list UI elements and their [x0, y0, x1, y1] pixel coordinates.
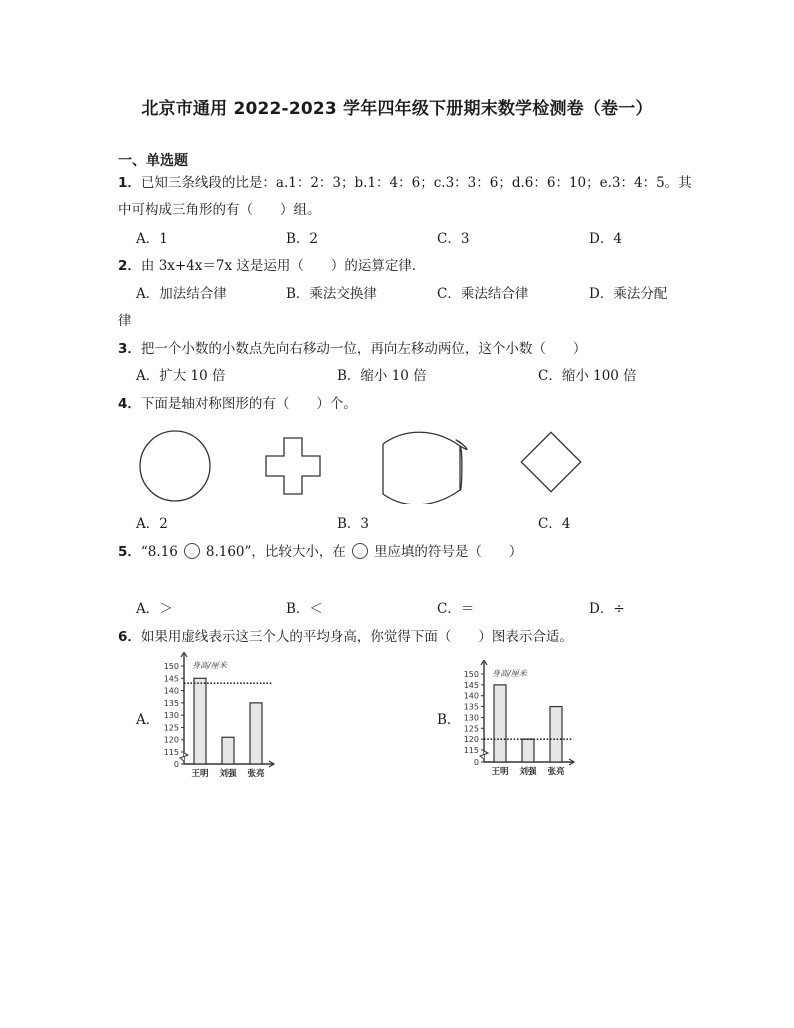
y-tick-label: 125 [163, 723, 179, 733]
bar [194, 678, 206, 764]
y-tick-label: 130 [163, 711, 179, 721]
question-number: 2． [118, 258, 141, 274]
y-tick-label: 150 [163, 662, 179, 671]
bar-chart-option-a[interactable] [148, 652, 278, 780]
axis-break-icon [180, 753, 188, 761]
option-a[interactable]: A．2 [136, 516, 168, 532]
page-title: 北京市通用 2022-2023 学年四年级下册期末数学检测卷（卷一） [141, 99, 653, 119]
option-c[interactable]: C．＝ [437, 601, 475, 617]
x-tick-label: 张亮 [247, 769, 265, 779]
blank-circle-icon [184, 543, 200, 559]
wave-flag-shape [383, 432, 467, 504]
x-tick-label: 刘强 [519, 767, 537, 777]
y-tick-label: 130 [463, 713, 479, 723]
question-6 [118, 625, 573, 645]
x-tick-label: 王明 [191, 769, 209, 779]
question-number: 1． [118, 175, 141, 191]
circle-shape [140, 431, 210, 501]
option-d[interactable]: D．乘法分配 [589, 286, 668, 302]
option-b[interactable]: B．＜ [286, 601, 323, 617]
bar [222, 737, 234, 764]
question-5 [118, 540, 522, 560]
question-text-part-2: 8.160”，比较大小，在 [205, 544, 346, 560]
option-a[interactable]: A．加法结合律 [136, 286, 227, 302]
y-tick-label: 140 [163, 686, 179, 696]
question-4 [118, 392, 357, 412]
question-1-line-2: 中可构成三角形的有（ ）组。 [118, 202, 321, 218]
option-d-wrap: 律 [118, 313, 132, 329]
bar [494, 685, 506, 762]
y-axis-label: 身高/厘米 [492, 669, 527, 678]
question-3 [118, 337, 586, 357]
question-2 [118, 254, 425, 274]
option-a[interactable]: A．＞ [136, 601, 173, 617]
question-number: 5． [118, 544, 141, 560]
option-a[interactable]: A． [136, 712, 160, 728]
x-tick-label: 张亮 [547, 767, 565, 777]
question-number: 4． [118, 396, 141, 412]
question-1 [118, 171, 692, 191]
bar [550, 707, 562, 762]
y-axis-label: 身高/厘米 [192, 661, 227, 670]
question-number: 3． [118, 341, 141, 357]
option-b[interactable]: B．乘法交换律 [286, 286, 377, 302]
option-b[interactable]: B． [437, 712, 461, 728]
option-a[interactable]: A．1 [136, 231, 168, 247]
question-text: 由 3x+4x＝7x 这是运用（ ）的运算定律． [140, 258, 426, 274]
cross-shape [266, 438, 320, 494]
option-d[interactable]: D．÷ [589, 601, 625, 617]
diamond-shape [521, 432, 580, 491]
bar [250, 703, 262, 764]
y-tick-label: 120 [163, 735, 179, 745]
y-tick-label: 0 [473, 758, 479, 767]
y-tick-label: 135 [163, 698, 179, 708]
option-b[interactable]: B．缩小 10 倍 [337, 368, 427, 384]
y-tick-label: 115 [163, 748, 179, 757]
x-tick-label: 王明 [491, 767, 509, 777]
section-heading: 一、单选题 [118, 153, 188, 169]
option-c[interactable]: C．4 [538, 516, 571, 532]
y-tick-label: 0 [173, 760, 179, 769]
y-tick-label: 140 [463, 691, 479, 701]
y-tick-label: 145 [463, 680, 479, 690]
option-b[interactable]: B．3 [337, 516, 370, 532]
y-tick-label: 150 [463, 670, 479, 679]
y-tick-label: 135 [463, 702, 479, 712]
x-tick-label: 刘强 [219, 769, 237, 779]
y-tick-label: 145 [163, 674, 179, 684]
option-a[interactable]: A．扩大 10 倍 [136, 368, 226, 384]
option-c[interactable]: C．3 [437, 231, 470, 247]
y-tick-label: 125 [463, 724, 479, 734]
bar [522, 739, 534, 762]
blank-circle-icon [352, 543, 368, 559]
question-text-part-1: “8.16 [140, 544, 178, 560]
y-tick-label: 120 [463, 735, 479, 745]
question-text: 把一个小数的小数点先向右移动一位，再向左移动两位，这个小数（ ） [140, 341, 587, 357]
question-text: 下面是轴对称图形的有（ ）个。 [140, 396, 357, 412]
option-b[interactable]: B．2 [286, 231, 319, 247]
symmetry-figures [120, 424, 600, 504]
option-c[interactable]: C．乘法结合律 [437, 286, 529, 302]
option-d[interactable]: D．4 [589, 231, 622, 247]
y-tick-label: 115 [463, 746, 479, 755]
option-c[interactable]: C．缩小 100 倍 [538, 368, 637, 384]
question-number: 6． [118, 629, 141, 645]
question-text: 已知三条线段的比是：a.1：2：3；b.1：4：6；c.3：3：6；d.6：6：10；e.3：4：5。其 [140, 175, 692, 191]
axis-break-icon [480, 751, 488, 759]
question-text-part-3: 里应填的符号是（ ） [373, 544, 523, 560]
question-text: 如果用虚线表示这三个人的平均身高，你觉得下面（ ）图表示合适。 [140, 629, 573, 645]
bar-chart-option-b[interactable] [448, 660, 578, 778]
